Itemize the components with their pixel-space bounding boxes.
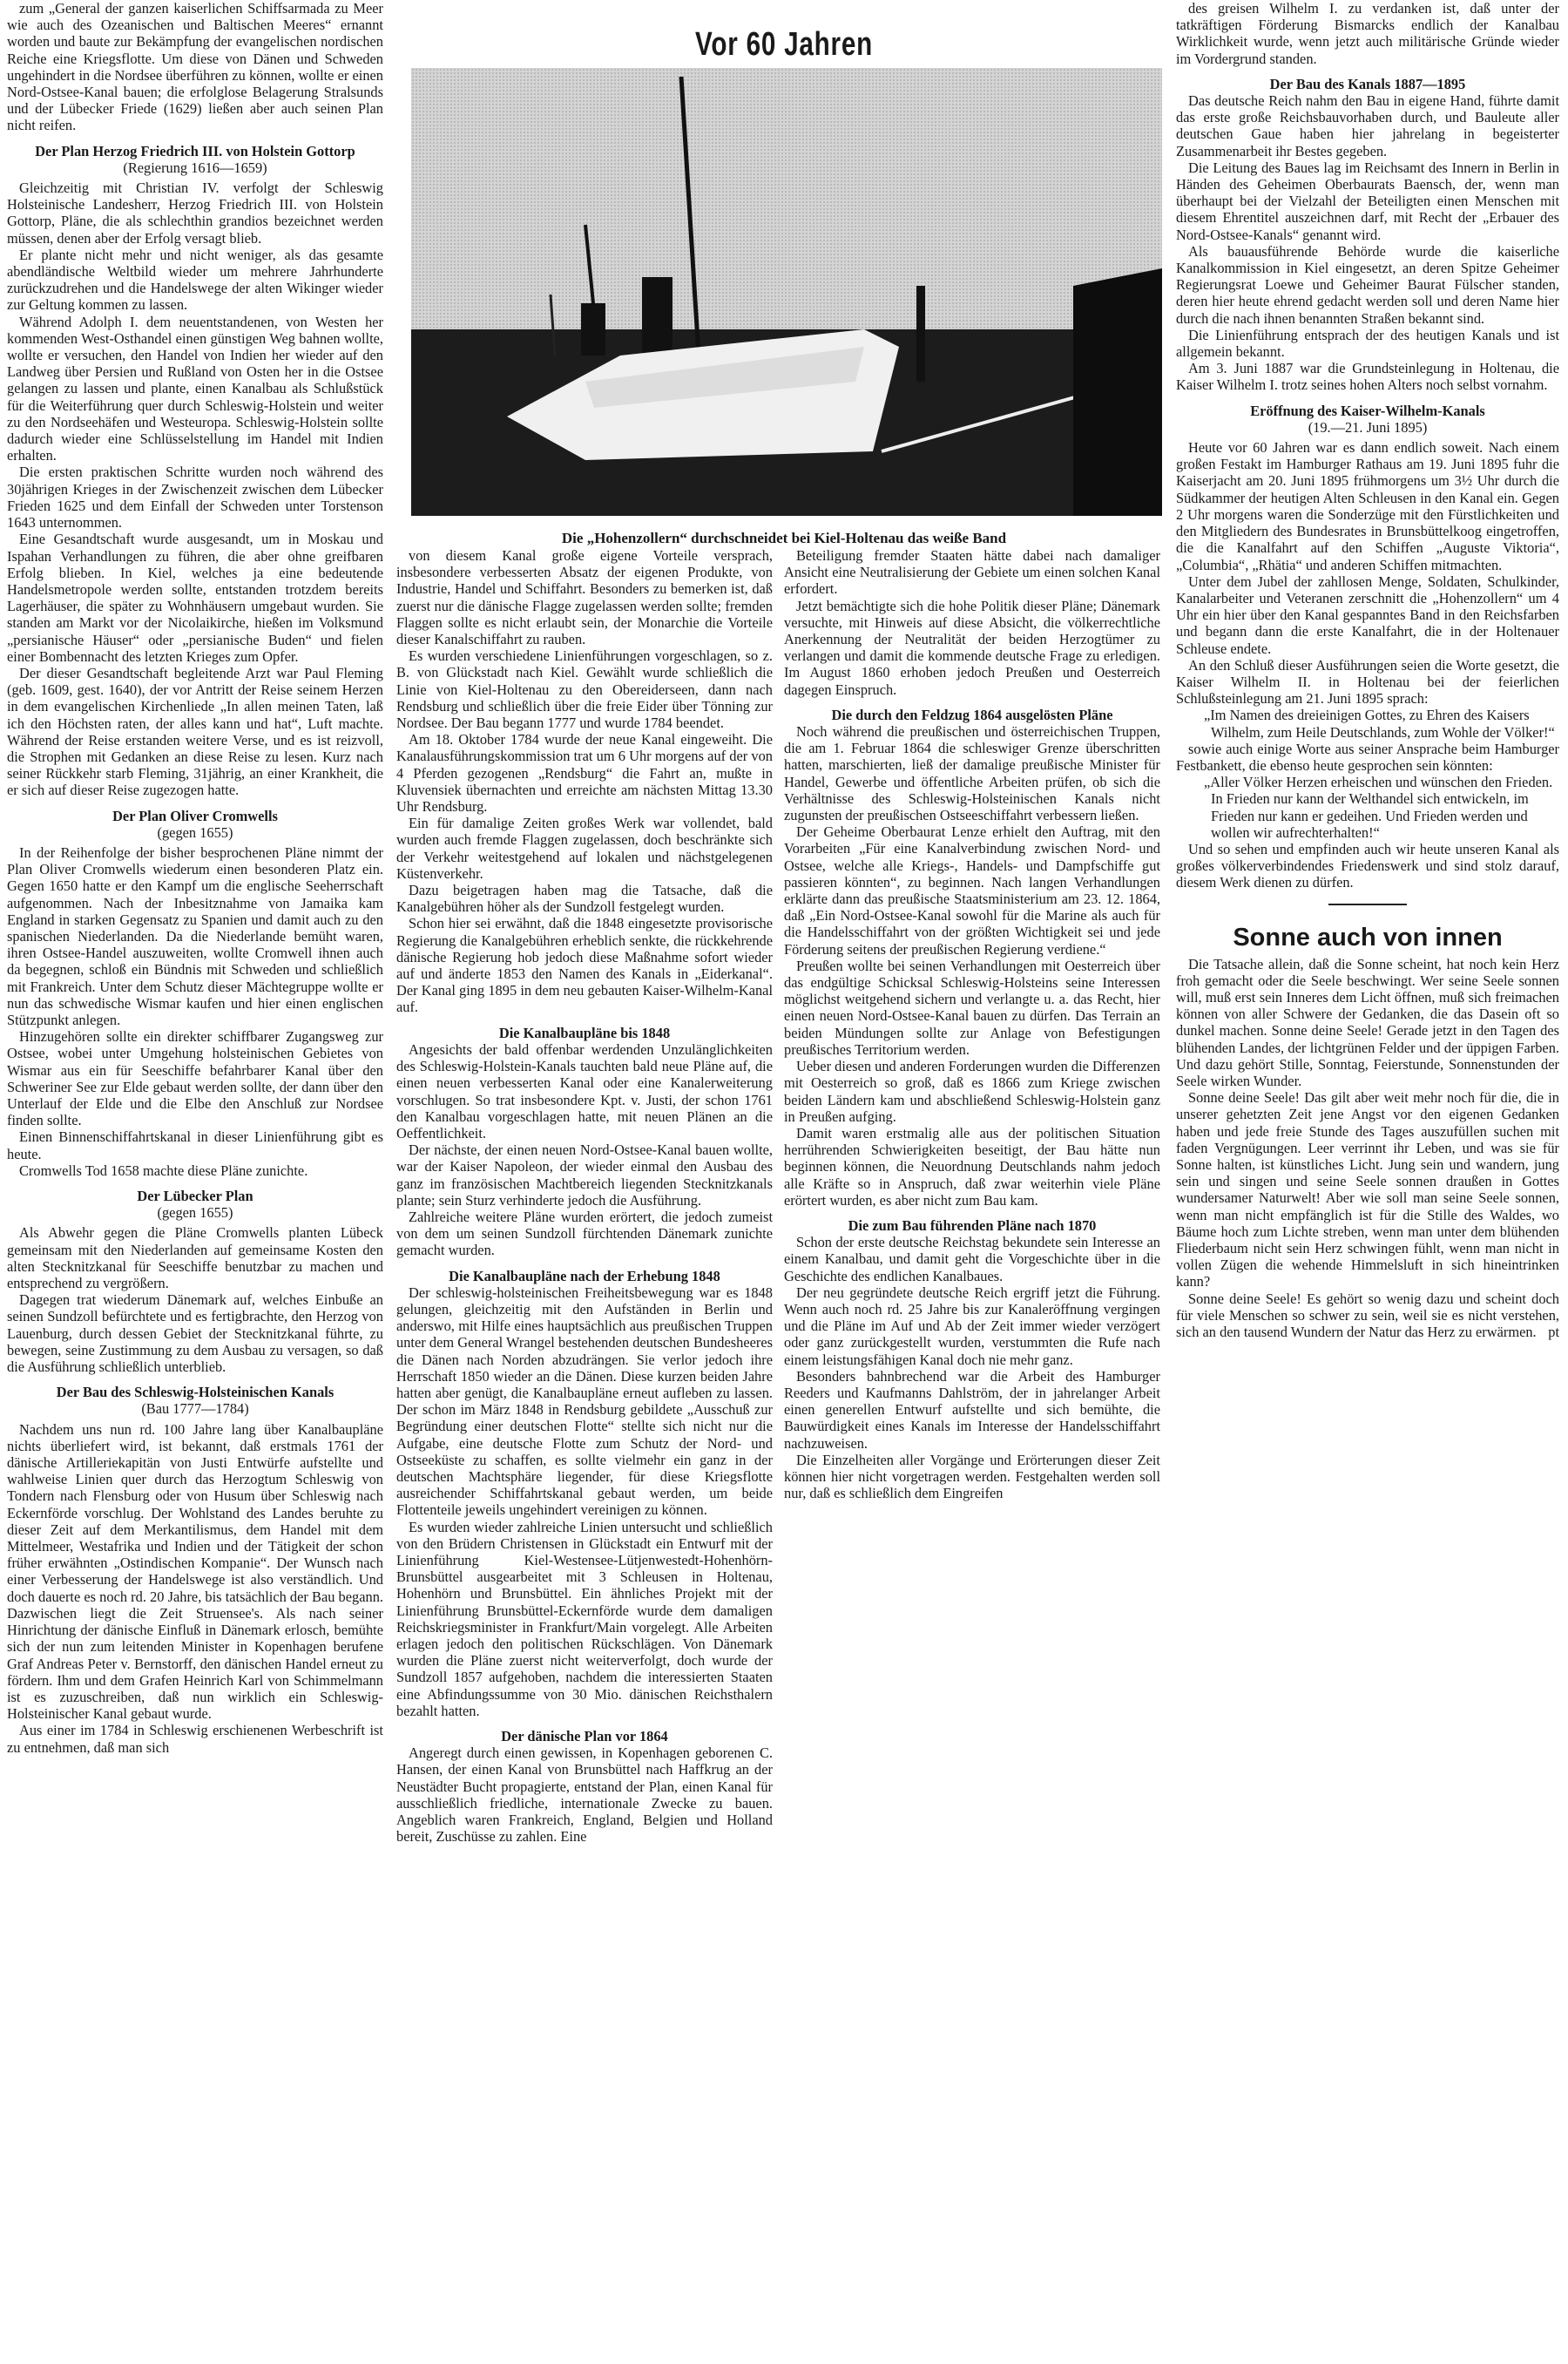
section-heading: Der Bau des Schleswig-Holsteinischen Kanals [56, 1384, 335, 1401]
section-heading: Die durch den Feldzug 1864 ausgelösten Pläne [831, 706, 1113, 723]
section-heading: Der Plan Herzog Friedrich III. von Holstein Gottorp [35, 142, 355, 159]
paragraph: Jetzt bemächtigte sich die hohe Politik dieser Pläne; Dänemark versuchte, mit Hinweis auf diese Absicht, die völkerrechtliche Anerkennung der Neutralität der beiden Herzogtümer zu verlangen und damit die kommende deutsche Frage zu erledigen. Im August 1860 erhoben jedoch Preußen und Oesterreich dagegen Einspruch. [784, 597, 1160, 698]
article-headline: Vor 60 Jahren [695, 26, 873, 63]
paragraph: Die Tatsache allein, daß die Sonne scheint, hat noch kein Herz froh gemacht oder die Seele beschwingt. Wer seine Seele sonnen will, muß erst sein Inneres dem Licht öffnen, muß sich freimachen können von aller Schwere der Gedanken, die das Dasein oft so dunkel machen. Sonne deine Seele! Gerade jetzt in den Tagen des blühenden Landes, der lichtgrünen Felder und der üppigen Farben. Und dazu gehört Stille, Sonntag, Feierstunde, Sonnenstunden der Seele wirken Wunder. [1176, 955, 1559, 1089]
paragraph: Gleichzeitig mit Christian IV. verfolgt der Schleswig Holsteinische Landesherr, Herzog Friedrich III. von Holstein Gottorp, Pläne, die als schlechthin grandios bezeichnet werden müssen, denen aber der Erfolg versagt blieb. [7, 180, 383, 247]
paragraph: Preußen wollte bei seinen Verhandlungen mit Oesterreich über das endgültige Schicksal Schleswig-Holsteins seine Interessen möglichst weitgehend sichern und verlangte u. a. das Recht, hier einen neuen Nord-Ostsee-Kanal bauen zu dürfen. Das Terrain an beiden Mündungen sollte zur Anlage von Befestigungen preußisches Territorium werden. [784, 957, 1160, 1058]
paragraph: Er plante nicht mehr und nicht weniger, als das gesamte abendländische Weltbild wieder um mehrere Jahrhunderte zurückzudrehen und die Handelswege der alten Wikinger wieder zur Geltung kommen zu lassen. [7, 246, 383, 314]
paragraph: Schon hier sei erwähnt, daß die 1848 eingesetzte provisorische Regierung die Kanalgebühren erheblich senkte, die rückkehrende dänische Regierung hob jedoch diese Maßnahme sofort wieder auf und änderte 1853 den Namen des Kanals in „Eiderkanal“. Der Kanal ging 1895 in dem neu gebauten Kaiser-Wilhelm-Kanal auf. [396, 915, 773, 1016]
paragraph: Sonne deine Seele! Das gilt aber weit mehr noch für die, die in unserer gehetzten Zeit jene Angst vor den eigenen Gedanken haben und jede freie Stunde des Tages auszufüllen suchen mit faden Vergnügungen. Leer verrinnt ihr Leben, und was sie für Sonne halten, ist künstliches Licht. Jung sein und wandern, jung sein und singen und seine Seele sonnen draußen in Gottes wundersamer Naturwelt! Aber wie soll man seine Seele sonnen, wenn man nicht empfänglich ist für die Stille des Waldes, wo Bäume hoch zum Lichte streben, wenn man unter dem blühenden Fliederbaum nicht sein Herz schwingen fühlt, wenn man nicht in vollen Zügen die wehende Himmelsluft in sich hineintrinken kann? [1176, 1089, 1559, 1290]
article-column-4 [1176, 0, 1559, 1340]
paragraph: Zahlreiche weitere Pläne wurden erörtert, die jedoch zumeist von dem um seinen Sundzoll fürchtenden Dänemark zunichte gemacht wurden. [396, 1208, 773, 1259]
paragraph: Ein für damalige Zeiten großes Werk war vollendet, bald wurden auch fremde Flaggen zugelassen, doch beschränkte sich der Verkehr weitestgehend auf lokalen und nächstgelegenen Küstenverkehr. [396, 815, 773, 882]
paragraph: Die Einzelheiten aller Vorgänge und Erörterungen dieser Zeit können hier nicht vorgetragen werden. Festgehalten werden soll nur, daß es schließlich dem Eingreifen [784, 1451, 1160, 1502]
paragraph: Der nächste, der einen neuen Nord-Ostsee-Kanal bauen wollte, war der Kaiser Napoleon, der wieder einmal den Ausbau des ganz im französischen Machtbereich liegenden Stecknitzkanals plante; sein Sturz verhinderte jedoch die Ausführung. [396, 1141, 773, 1209]
paragraph: Als Abwehr gegen die Pläne Cromwells planten Lübeck gemeinsam mit den Niederlanden auf gemeinsame Kosten den alten Stecknitzkanal für Seeschiffe benutzbar zu machen und entsprechend zu vergrößern. [7, 1224, 383, 1292]
paragraph: Am 3. Juni 1887 war die Grundsteinlegung in Holtenau, die Kaiser Wilhelm I. trotz seines hohen Alters noch selbst vornahm. [1176, 360, 1559, 394]
paragraph: Der neu gegründete deutsche Reich ergriff jetzt die Führung. Wenn auch noch rd. 25 Jahre bis zur Kanaleröffnung vergingen und die Pläne im Auf und Ab der Zeit immer wieder verzögert oder ganz zurückgestellt wurden, verstummten die Rufe nach einem leistungsfähigen Kanal doch nie mehr ganz. [784, 1284, 1160, 1368]
paragraph: Ueber diesen und anderen Forderungen wurden die Differenzen mit Oesterreich so groß, daß es 1866 zum Kriege zwischen beiden Ländern kam und abschließend Schleswig-Holstein ganz in Preußen aufging. [784, 1058, 1160, 1125]
paragraph: Aus einer im 1784 in Schleswig erschienenen Werbeschrift ist zu entnehmen, daß man sich [7, 1722, 383, 1756]
paragraph: Damit waren erstmalig alle aus der politischen Situation herrührenden Schwierigkeiten beseitigt, der Bau hätte nun beginnen können, die Neuordnung Deutschlands nahm jedoch alle Kräfte so in Anspruch, daß zwar weiterhin viele Pläne erörtert wurden, es aber nicht zum Bau kam. [784, 1124, 1160, 1209]
paragraph: Unter dem Jubel der zahllosen Menge, Soldaten, Schulkinder, Kanalarbeiter und Veteranen zerschnitt die „Hohenzollern“ um 4 Uhr ein hier über den Kanal gespanntes Band in den Reichsfarben und begann dann die erste Kanalfahrt, die in der Holtenauer Schleuse endete. [1176, 572, 1559, 657]
section-heading: Der Lübecker Plan [137, 1188, 253, 1205]
paragraph: Während Adolph I. dem neuentstandenen, von Westen her kommenden West-Osthandel einen günstigen Weg bahnen wollte, wollte er versuchen, den Handel von Indien her wieder auf den Landweg über Persien und Rußland von Osten her in die Ostsee gelangen zu lassen und plante, einen Kanalbau als Schlußstück für die Weiterführung quer durch Schleswig-Holstein und weiter zu den Nordseehäfen und Westeuropa. Schleswig-Holstein sollte dadurch wieder eine Schlüsselstellung im Handel mit Indien erhalten. [7, 313, 383, 464]
article-column-1 [7, 0, 383, 1756]
section-heading: Die Kanalbaupläne nach der Erhebung 1848 [449, 1267, 720, 1284]
paragraph: Die Linienführung entsprach der des heutigen Kanals und ist allgemein bekannt. [1176, 326, 1559, 361]
paragraph: Die Leitung des Baues lag im Reichsamt des Innern in Berlin in Händen des Geheimen Oberbaurats Baensch, der, wenn man überhaupt bei der Vielzahl der Beteiligten einen Menschen mit diesem Ehrentitel auszeichnen darf, mit Recht der „Erbauer des Nord-Ostsee-Kanals“ genannt wird. [1176, 159, 1559, 243]
section-subheading: (Regierung 1616—1659) [123, 159, 267, 176]
paragraph: Es wurden verschiedene Linienführungen vorgeschlagen, so z. B. von Glückstadt nach Kiel. Gewählt wurde schließlich die Linie von Kiel-Holtenau zu den Obereiderseen, dann nach Rendsburg und schließlich über die freie Eider über Tönning zur Nordsee. Der Bau begann 1777 und wurde 1784 beendet. [396, 647, 773, 732]
paragraph: sowie auch einige Worte aus seiner Ansprache beim Hamburger Festbankett, die ebenso heute gesprochen sein könnten: [1176, 740, 1559, 774]
paragraph: Besonders bahnbrechend war die Arbeit des Hamburger Reeders und Kaufmanns Dahlström, der in jahrelanger Arbeit einen generellen Entwurf aufstellte und sich bemühte, die Bauwürdigkeit eines Kanals im Interesse der Handelsschiffahrt nachzuweisen. [784, 1367, 1160, 1452]
paragraph: Beteiligung fremder Staaten hätte dabei nach damaliger Ansicht eine Neutralisierung der Gebiete um einen solchen Kanal erfordert. [784, 547, 1160, 598]
section-subheading: (Bau 1777—1784) [141, 1400, 249, 1418]
paragraph: Der schleswig-holsteinischen Freiheitsbewegung war es 1848 gelungen, gleichzeitig mit den Aufständen in Berlin und anderswo, mit Hilfe eines hauptsächlich aus preußischen Truppen unter dem General Wrangel bestehenden deutschen Bundesheeres die Dänen nach Norden abzudrängen. Sie verlor jedoch ihre Herrschaft 1850 wieder an die Dänen. Diese kurzen beiden Jahre hatten aber genügt, die Kanalbaupläne erneut aufleben zu lassen. Der schon im März 1848 in Rendsburg gebildete „Ausschuß zur Begründung einer deutschen Flotte“ stellte sich nicht nur die Aufgabe, eine deutsche Flotte zum Schutz der Nord- und Ostseeküste zu schaffen, es sollte vielmehr ein ganz in der deutschen Machtsphäre liegender, für diese Kriegsflotte ausreichender Schiffahrtskanal gebaut werden, um beide Flottenteile jeweils ungehindert vereinigen zu können. [396, 1284, 773, 1519]
paragraph: An den Schluß dieser Ausführungen seien die Worte gesetzt, die Kaiser Wilhelm II. in Holtenau bei der feierlichen Schlußsteinlegung am 21. Juni 1895 sprach: [1176, 656, 1559, 708]
sonne-article-title: Sonne auch von innen [1233, 923, 1503, 952]
ship-photo-illustration [411, 68, 1162, 516]
article-column-2 [396, 547, 773, 1845]
author-signature: pt [1548, 1324, 1559, 1341]
paragraph: Es wurden wieder zahlreiche Linien untersucht und schließlich von den Brüdern Christensen in Glückstadt ein Entwurf mit der Linienführung Kiel-Westensee-Lütjenwestedt-Hohenhörn-Brunsbüttel ausgearbeitet mit 3 Schleusen in Holtenau, Hohenhörn und Brunsbüttel. Ein ähnliches Projekt mit der Linienführung Brunsbüttel-Eckernförde wurde dem damaligen Reichskriegsminister in Frankfurt/Main vorgelegt. Alle Arbeiten erlagen jedoch den politischen Rückschlägen. Von Dänemark wurden die Pläne zuerst nicht weiterverfolgt, doch wurde der Sundzoll 1857 aufgehoben, nachdem die interessierten Staaten eine Abfindungssumme von 30 Mio. dänischen Reichsthalern bezahlt hatten. [396, 1518, 773, 1719]
paragraph: Angeregt durch einen gewissen, in Kopenhagen geborenen C. Hansen, der einen Kanal von Brunsbüttel nach Haffkrug an der Neustädter Bucht propagierte, entstand der Plan, einen Kanal für ausschließlich friedliche, internationale Zwecke zu bauen. Angeblich waren Frankreich, England, Belgien und Holland bereit, Zuschüsse zu zahlen. Eine [396, 1744, 773, 1846]
photo-hohenzollern-ship [411, 68, 1162, 516]
paragraph: Dagegen trat wiederum Dänemark auf, welches Einbuße an seinen Sundzoll befürchtete und es fertigbrachte, den Herzog von Lauenburg, durch dessen Gebiet der Stecknitzkanal führte, zu bewegen, seine Zustimmung zu dem Ausbau zu versagen, so daß die Ausführung schließlich unterblieb. [7, 1291, 383, 1376]
section-heading: Der Plan Oliver Cromwells [112, 807, 278, 824]
paragraph: Die ersten praktischen Schritte wurden noch während des 30jährigen Krieges in der Zwischenzeit zwischen dem Lübecker Frieden 1625 und dem Einfall der Schweden unter Torstenson 1643 unternommen. [7, 464, 383, 532]
paragraph: Eine Gesandtschaft wurde ausgesandt, um in Moskau und Ispahan Verhandlungen zu führen, die aber ohne greifbaren Erfolg blieben. In Kiel, welches ja eine bedeutende Handelsmetropole werden sollte, entstanden trotzdem bereits Lagerhäuser, die später zu Wohnhäusern umgebaut wurden. Sie standen am Markt vor der Nicolaikirche, hießen im Volksmund „persianische Häuser“ oder „persianische Buden“ und fielen einer Bombennacht des letzten Krieges zum Opfer. [7, 531, 383, 665]
canal-article-continuation [1176, 0, 1559, 891]
paragraph: Noch während die preußischen und österreichischen Truppen, die am 1. Februar 1864 die schleswiger Grenze überschritten hatten, marschierten, ließ der damalige preußische Minister für Handel, Gewerbe und öffentliche Arbeiten prüfen, ob sich die Verhältnisse des Schleswig-Holsteinischen Kanals nicht zugunsten der preußischen Ostseeschiffahrt verbessern ließen. [784, 723, 1160, 824]
section-heading: Der dänische Plan vor 1864 [501, 1728, 668, 1745]
article-divider [1328, 904, 1407, 905]
section-heading: Der Bau des Kanals 1887—1895 [1269, 75, 1466, 92]
paragraph: Das deutsche Reich nahm den Bau in eigene Hand, führte damit das erste große Reichsbauvorhaben durch, und Bauleute aller deutschen Gaue haben hier jahrelang in begeisterter Zusammenarbeit ihr Bestes gegeben. [1176, 92, 1559, 159]
paragraph: In der Reihenfolge der bisher besprochenen Pläne nimmt der Plan Oliver Cromwells wiederum einen besonderen Platz ein. Gegen 1650 hatte er den Kampf um die englische Seeherrschaft aufgenommen. Nach der Inbesitznahme von Jamaika kam England in starken Gegensatz zu Spanien und damit auch zu den spanischen Niederlanden. Da die Niederlande bemüht waren, ihren Ostsee-Handel auszuweiten, wollte Cromwell ihnen auch da begegnen, schloß ein Bündnis mit Schweden und schließlich mit Frankreich. Unter dem Schutz dieser Mächtegruppe wollte er nun das schwedische Wismar kaufen und hier einen englischen Stützpunkt anlegen. [7, 843, 383, 1028]
quotation: „Aller Völker Herzen erheischen und wünschen den Frieden. In Frieden nur kann der Welthandel sich entwickeln, im Frieden nur kann er gedeihen. Und Frieden werden und wollen wir aufrechterhalten!“ [1204, 774, 1553, 841]
paragraph: Als bauausführende Behörde wurde die kaiserliche Kanalkommission in Kiel eingesetzt, an deren Spitze Geheimer Regierungsrat Loewe und Geheimer Baurat Fülscher standen, deren hier heute ehrend gedacht werden soll und deren Name hier durch die nach ihnen benannten Straßen bekannt sind. [1176, 242, 1559, 327]
paragraph: von diesem Kanal große eigene Vorteile versprach, insbesondere verbesserten Absatz der eigenen Produkte, von Industrie, Handel und Schiffahrt. Besonders zu bemerken ist, daß zuerst nur die dänische Flagge zugelassen werden sollte; fremden Flaggen sollte es nicht erlaubt sein, der Monarchie die Vorteile dieser Kanalschiffahrt zu rauben. [396, 547, 773, 648]
paragraph: Der Geheime Oberbaurat Lenze erhielt den Auftrag, mit den Vorarbeiten „Für eine Kanalverbindung zwischen Nord- und Ostsee, welche alle Kriegs-, Handels- und Dampfschiffe gut passieren könnten“, zu beginnen. Nach langen Verhandlungen erklärte dann das preußische Staatsministerium am 23. 12. 1864, daß „Ein Nord-Ostsee-Kanal sowohl für die Marine als auch für die Handelsschiffahrt von der größten Wichtigkeit sei und jede Förderung seitens der preußischen Regierung verdiene.“ [784, 823, 1160, 958]
paragraph: Sonne deine Seele! Es gehört so wenig dazu und scheint doch für viele Menschen so schwer zu sein, weil sie es nicht verstehen, sich an den tausend Wundern der Natur das Herz zu erwärmen. [1176, 1290, 1559, 1341]
paragraph: Am 18. Oktober 1784 wurde der neue Kanal eingeweiht. Die Kanalausführungskommission trat um 6 Uhr morgens auf der von 4 Pferden gezogenen „Rendsburg“ die Fahrt an, mußte in Kluvensiek übernachten und erreichte am nächsten Mittag 13.30 Uhr Rendsburg. [396, 731, 773, 816]
paragraph: Hinzugehören sollte ein direkter schiffbarer Zugangsweg zur Ostsee, wobei unter Umgehung holsteinischen Gebietes von Wismar aus ein für Seeschiffe befahrbarer Kanal über den Schweriner See zur Elde gebaut werden sollte, der dann über den Unterlauf der Elde und die Elbe den Anschluß zur Nordsee finden sollte. [7, 1028, 383, 1129]
section-subheading: (gegen 1655) [157, 1204, 233, 1222]
quotation: „Im Namen des dreieinigen Gottes, zu Ehren des Kaisers Wilhelm, zum Heile Deutschlands, zum Wohle der Völker!“ [1204, 707, 1555, 741]
paragraph: Der dieser Gesandtschaft begleitende Arzt war Paul Fleming (geb. 1609, gest. 1640), der vor Antritt der Reise seinem Herzen in dem evangelischen Kirchenliede „In allen meinen Taten, laß ich den Höchsten raten, der alles kann und hat“, Luft machte. Während der Reise erstanden weitere Verse, und es ist reizvoll, die Strophen mit Gedanken an diese Reise zu lesen. Kurz nach seiner Rückkehr starb Fleming, 31jährig, an einer Krankheit, die er sich auf dieser Reise zugezogen hatte. [7, 664, 383, 799]
paragraph: Schon der erste deutsche Reichstag bekundete sein Interesse an einem Kanalbau, und damit geht die Vorgeschichte über in die Geschichte des endlichen Kanalbaues. [784, 1234, 1160, 1284]
paragraph: Heute vor 60 Jahren war es dann endlich soweit. Nach einem großen Festakt im Hamburger Rathaus am 19. Juni 1895 fuhr die Kaiserjacht am 20. Juni 1895 frühmorgens um 3½ Uhr durch die Südkammer der heutigen Alten Schleusen in den Kanal ein. Gegen 2 Uhr morgens waren die Sonderzüge mit den Fürstlichkeiten und den Mitgliedern des Bundesrates in Brunsbüttelkoog eingetroffen, die die Kanalfahrt auf den Schiffen „Auguste Viktoria“, „Columbia“, „Rhätia“ und anderen Schiffen mitmachten. [1176, 439, 1559, 573]
paragraph: zum „General der ganzen kaiserlichen Schiffsarmada zu Meer wie auch des Ozeanischen und Baltischen Meeres“ ernannt worden und baute zur Bekämpfung der evangelischen nordischen Reiche eine Kriegsflotte. Um diese von Dänen und Schweden ungehindert in die Nordsee überführen zu können, wollte er einen Nord-Ostsee-Kanal bauen; die erfolglose Belagerung Stralsunds und der Lübecker Friede (1629) ließen aber auch seinen Plan nicht reifen. [7, 0, 383, 134]
paragraph: Dazu beigetragen haben mag die Tatsache, daß die Kanalgebühren höher als der Sundzoll festgelegt wurden. [396, 882, 773, 916]
section-heading: Die Kanalbaupläne bis 1848 [498, 1024, 671, 1041]
section-heading: Die zum Bau führenden Pläne nach 1870 [848, 1216, 1097, 1234]
paragraph: Nachdem uns nun rd. 100 Jahre lang über Kanalbaupläne nichts überliefert wird, ist bekannt, daß erstmals 1761 der dänische Artilleriekapitän von Justi Entwürfe aufstellte und wahlweise Linien quer durch das Herzogtum Schleswig von Tondern nach Flensburg oder von Husum über Schleswig nach Eckernförde vorschlug. Der Wohlstand des Landes beruhte zu dieser Zeit auf dem Merkantilismus, dem Handel mit dem Mittelmeer, Westafrika und Indien und der Tätigkeit der schon früher erwähnten „Ostindischen Kompanie“. Der Wunsch nach einer Verbesserung der Handelswege ist also verständlich. Und doch dauerte es noch rd. 20 Jahre, bis tatsächlich der Bau begann. Dazwischen liegt die Zeit Struensee's. Als nach seiner Hinrichtung der dänische Einfluß in Dänemark erlosch, bemühte sich der nun zum leitenden Minister in Kopenhagen berufene Graf Andreas Peter v. Bernstorff, den dänischen Handel erneut zu fördern. Ihm und dem Grafen Heinrich Karl von Schimmelmann ist es zuzuschreiben, daß nun wirklich ein Schleswig-Holsteinischer Kanal gebaut wurde. [7, 1420, 383, 1723]
article-column-3 [784, 547, 1160, 1501]
paragraph: des greisen Wilhelm I. zu verdanken ist, daß unter der tatkräftigen Förderung Bismarcks endlich der Kanalbau Wirklichkeit wurde, wenn jetzt auch militärische Gründe wieder im Vordergrund standen. [1176, 0, 1559, 67]
paragraph: Und so sehen und empfinden auch wir heute unseren Kanal als großes völkerverbindendes Friedenswerk und sind stolz darauf, diesem Werk dienen zu dürfen. [1176, 840, 1559, 891]
paragraph: Einen Binnenschiffahrtskanal in dieser Linienführung gibt es heute. [7, 1128, 383, 1162]
sonne-article [1176, 923, 1559, 1341]
paragraph: Angesichts der bald offenbar werdenden Unzulänglichkeiten des Schleswig-Holstein-Kanals tauchten bald neue Pläne auf, die einen neuen verbesserten Kanal oder eine Kanalerweiterung vorschlugen. So trat insbesondere Kpt. v. Justi, der schon 1761 den Kanalbau vorgeschlagen hatte, mit neuen Plänen an die Oeffentlichkeit. [396, 1040, 773, 1141]
paragraph: Cromwells Tod 1658 machte diese Pläne zunichte. [19, 1162, 308, 1179]
section-subheading: (gegen 1655) [157, 823, 233, 841]
photo-caption: Die „Hohenzollern“ durchschneidet bei Kiel-Holtenau das weiße Band [561, 530, 1007, 546]
section-subheading: (19.—21. Juni 1895) [1308, 418, 1428, 436]
section-heading: Eröffnung des Kaiser-Wilhelm-Kanals [1250, 402, 1485, 419]
